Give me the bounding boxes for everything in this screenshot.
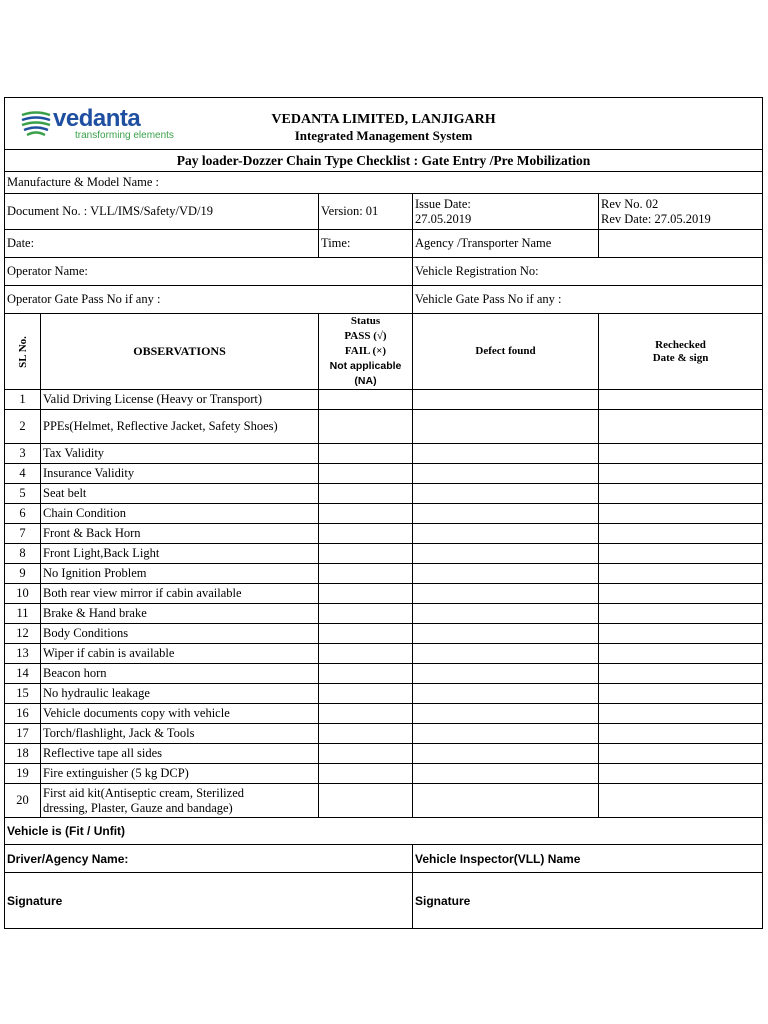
- table-row: [5, 564, 763, 584]
- row-recheck-cell[interactable]: [599, 624, 763, 644]
- table-row: [5, 484, 763, 504]
- rechecked-header: Rechecked Date & sign: [599, 314, 763, 390]
- form-title: Pay loader-Dozzer Chain Type Checklist : Gate Entry /Pre Mobilization: [5, 150, 763, 172]
- table-row: [5, 664, 763, 684]
- vehicle-inspector-name-field[interactable]: Vehicle Inspector(VLL) Name: [413, 845, 763, 873]
- rev-number: Rev No. 02: [601, 196, 659, 211]
- row-defect-cell[interactable]: [413, 664, 599, 684]
- row-status-cell[interactable]: [319, 704, 413, 724]
- row-sl-no: 8: [5, 544, 41, 564]
- row-sl-no: 5: [5, 484, 41, 504]
- row-defect-cell[interactable]: [413, 764, 599, 784]
- table-row: [5, 410, 763, 444]
- row-sl-no: 9: [5, 564, 41, 584]
- row-recheck-cell[interactable]: [599, 684, 763, 704]
- row-observation: Insurance Validity: [41, 464, 319, 484]
- row-status-cell[interactable]: [319, 464, 413, 484]
- table-row: [5, 644, 763, 664]
- row-status-cell[interactable]: [319, 724, 413, 744]
- row-defect-cell[interactable]: [413, 410, 599, 444]
- vedanta-logo: [19, 105, 174, 141]
- rev-date: Rev Date: 27.05.2019: [601, 211, 711, 226]
- row-sl-no: 17: [5, 724, 41, 744]
- row-recheck-cell[interactable]: [599, 724, 763, 744]
- row-status-cell[interactable]: [319, 390, 413, 410]
- row-observation: Front Light,Back Light: [41, 544, 319, 564]
- vehicle-registration-field[interactable]: Vehicle Registration No:: [413, 258, 763, 286]
- row-observation: First aid kit(Antiseptic cream, Sterilized dressing, Plaster, Gauze and bandage): [41, 784, 319, 818]
- row-defect-cell[interactable]: [413, 390, 599, 410]
- table-row: [5, 744, 763, 764]
- header-block: [5, 98, 763, 150]
- row-observation: Torch/flashlight, Jack & Tools: [41, 724, 319, 744]
- checklist-sheet: [4, 97, 762, 929]
- issue-date: [413, 194, 599, 230]
- signature-right-field[interactable]: Signature: [413, 873, 763, 929]
- row-defect-cell[interactable]: [413, 624, 599, 644]
- row-status-cell[interactable]: [319, 664, 413, 684]
- row-status-cell[interactable]: [319, 544, 413, 564]
- observation-table-header: [5, 314, 763, 390]
- row-recheck-cell[interactable]: [599, 410, 763, 444]
- row-status-cell[interactable]: [319, 484, 413, 504]
- system-name: Integrated Management System: [294, 128, 473, 143]
- row-sl-no: 15: [5, 684, 41, 704]
- row-recheck-cell[interactable]: [599, 584, 763, 604]
- signature-left-field[interactable]: Signature: [5, 873, 413, 929]
- table-row: [5, 724, 763, 744]
- row-recheck-cell[interactable]: [599, 464, 763, 484]
- row-observation: Vehicle documents copy with vehicle: [41, 704, 319, 724]
- row-sl-no: 18: [5, 744, 41, 764]
- table-row: [5, 684, 763, 704]
- row-recheck-cell[interactable]: [599, 784, 763, 818]
- row-recheck-cell[interactable]: [599, 604, 763, 624]
- row-sl-no: 3: [5, 444, 41, 464]
- version: Version: 01: [319, 194, 413, 230]
- row-sl-no: 4: [5, 464, 41, 484]
- row-status-cell[interactable]: [319, 624, 413, 644]
- row-defect-cell[interactable]: [413, 444, 599, 464]
- row-sl-no: 1: [5, 390, 41, 410]
- row-sl-no: 14: [5, 664, 41, 684]
- row-sl-no: 13: [5, 644, 41, 664]
- row-defect-cell[interactable]: [413, 544, 599, 564]
- logo-tagline: transforming elements: [75, 130, 174, 141]
- row-observation: Body Conditions: [41, 624, 319, 644]
- status-header: Status PASS (√) FAIL (×) Not applicable (NA): [319, 314, 413, 390]
- row-sl-no: 7: [5, 524, 41, 544]
- row-sl-no: 20: [5, 784, 41, 818]
- logo-wordmark: vedanta: [53, 105, 141, 132]
- time-field[interactable]: Time:: [319, 230, 413, 258]
- row-defect-cell[interactable]: [413, 644, 599, 664]
- row-status-cell[interactable]: [319, 764, 413, 784]
- driver-agency-name-field[interactable]: Driver/Agency Name:: [5, 845, 413, 873]
- operator-name-field[interactable]: Operator Name:: [5, 258, 413, 286]
- company-name: VEDANTA LIMITED, LANJIGARH: [271, 112, 496, 127]
- row-observation: Chain Condition: [41, 504, 319, 524]
- document-number: Document No. : VLL/IMS/Safety/VD/19: [5, 194, 319, 230]
- row-sl-no: 12: [5, 624, 41, 644]
- table-row: [5, 784, 763, 818]
- defect-found-header: Defect found: [413, 314, 599, 390]
- row-recheck-cell[interactable]: [599, 544, 763, 564]
- row-status-cell[interactable]: [319, 584, 413, 604]
- vehicle-fit-status[interactable]: Vehicle is (Fit / Unfit): [5, 818, 763, 845]
- row-status-cell[interactable]: [319, 504, 413, 524]
- row-observation: Beacon horn: [41, 664, 319, 684]
- table-row: [5, 524, 763, 544]
- row-recheck-cell[interactable]: [599, 390, 763, 410]
- table-row: [5, 604, 763, 624]
- vedanta-logo-icon: [19, 109, 53, 141]
- row-observation: No Ignition Problem: [41, 564, 319, 584]
- row-recheck-cell[interactable]: [599, 444, 763, 464]
- row-defect-cell[interactable]: [413, 524, 599, 544]
- row-observation: Valid Driving License (Heavy or Transport): [41, 390, 319, 410]
- issue-date-label: Issue Date:: [415, 196, 471, 211]
- agency-value-field[interactable]: [599, 230, 763, 258]
- row-observation: Reflective tape all sides: [41, 744, 319, 764]
- row-observation: Both rear view mirror if cabin available: [41, 584, 319, 604]
- row-defect-cell[interactable]: [413, 784, 599, 818]
- checklist-table: [4, 97, 763, 929]
- vehicle-gate-pass-field[interactable]: Vehicle Gate Pass No if any :: [413, 286, 763, 314]
- row-defect-cell[interactable]: [413, 744, 599, 764]
- row-observation: Tax Validity: [41, 444, 319, 464]
- row-defect-cell[interactable]: [413, 564, 599, 584]
- row-defect-cell[interactable]: [413, 464, 599, 484]
- row-recheck-cell[interactable]: [599, 664, 763, 684]
- row-observation: Front & Back Horn: [41, 524, 319, 544]
- agency-label: Agency /Transporter Name: [413, 230, 599, 258]
- table-row: [5, 624, 763, 644]
- table-row: [5, 464, 763, 484]
- row-defect-cell[interactable]: [413, 584, 599, 604]
- table-row: [5, 444, 763, 464]
- table-row: [5, 504, 763, 524]
- observations-header: OBSERVATIONS: [41, 314, 319, 390]
- row-recheck-cell[interactable]: [599, 644, 763, 664]
- row-status-cell[interactable]: [319, 684, 413, 704]
- row-recheck-cell[interactable]: [599, 764, 763, 784]
- row-recheck-cell[interactable]: [599, 564, 763, 584]
- table-row: [5, 764, 763, 784]
- table-row: [5, 704, 763, 724]
- row-sl-no: 16: [5, 704, 41, 724]
- issue-date-value: 27.05.2019: [415, 211, 472, 226]
- row-defect-cell[interactable]: [413, 604, 599, 624]
- row-observation: Brake & Hand brake: [41, 604, 319, 624]
- row-observation: Seat belt: [41, 484, 319, 504]
- table-row: [5, 584, 763, 604]
- row-observation: PPEs(Helmet, Reflective Jacket, Safety Shoes): [41, 410, 319, 444]
- row-defect-cell[interactable]: [413, 724, 599, 744]
- date-field[interactable]: Date:: [5, 230, 319, 258]
- table-row: [5, 544, 763, 564]
- row-recheck-cell[interactable]: [599, 504, 763, 524]
- table-row: [5, 390, 763, 410]
- row-recheck-cell[interactable]: [599, 524, 763, 544]
- row-defect-cell[interactable]: [413, 504, 599, 524]
- row-status-cell[interactable]: [319, 784, 413, 818]
- row-defect-cell[interactable]: [413, 684, 599, 704]
- row-observation: No hydraulic leakage: [41, 684, 319, 704]
- row-status-cell[interactable]: [319, 744, 413, 764]
- row-recheck-cell[interactable]: [599, 484, 763, 504]
- row-status-cell[interactable]: [319, 644, 413, 664]
- row-defect-cell[interactable]: [413, 704, 599, 724]
- row-sl-no: 6: [5, 504, 41, 524]
- row-status-cell[interactable]: [319, 604, 413, 624]
- sl-no-header: SL No.: [5, 314, 41, 390]
- row-defect-cell[interactable]: [413, 484, 599, 504]
- operator-gate-pass-field[interactable]: Operator Gate Pass No if any :: [5, 286, 413, 314]
- row-status-cell[interactable]: [319, 524, 413, 544]
- manufacture-model-field[interactable]: Manufacture & Model Name :: [5, 172, 763, 194]
- revision-info: [599, 194, 763, 230]
- row-sl-no: 11: [5, 604, 41, 624]
- row-recheck-cell[interactable]: [599, 744, 763, 764]
- row-recheck-cell[interactable]: [599, 704, 763, 724]
- row-status-cell[interactable]: [319, 410, 413, 444]
- row-sl-no: 10: [5, 584, 41, 604]
- row-sl-no: 2: [5, 410, 41, 444]
- row-observation: Wiper if cabin is available: [41, 644, 319, 664]
- row-status-cell[interactable]: [319, 444, 413, 464]
- row-observation: Fire extinguisher (5 kg DCP): [41, 764, 319, 784]
- row-sl-no: 19: [5, 764, 41, 784]
- row-status-cell[interactable]: [319, 564, 413, 584]
